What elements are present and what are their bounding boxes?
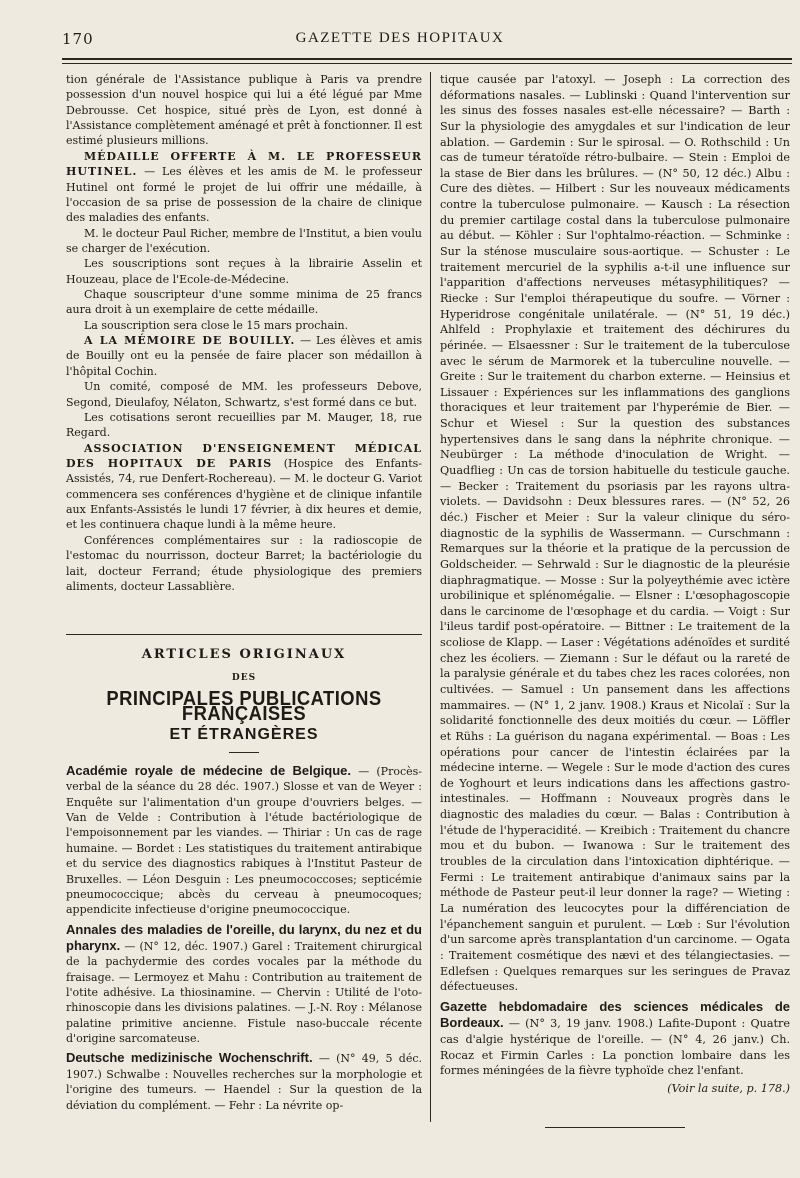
journal-title: Annales des maladies de l'oreille, du larynx, du nez et du pharynx. bbox=[66, 921, 422, 953]
journal-title: Académie royale de médecine de Belgique. bbox=[66, 763, 352, 779]
articles-title: ARTICLES ORIGINAUX bbox=[141, 647, 347, 663]
articles-subtitle: ET ÉTRANGÈRES bbox=[169, 725, 319, 743]
journal-text: — (N° 12, déc. 1907.) Garel : Traitement chirurgical de la pachydermie des cordes vocales par la méthode du fraisage. — Lermoyez et Mahu : Contribution au traitement de l'otite adhésive. La thiosinamine. — Chervin : Utilité de l'oto-rhinoscopie dans les divisions palatines. — J.-N. Roy : Mélanose palatine primitive ancienne. Fistule naso-buccale récente d'origine sarcomateuse. bbox=[66, 939, 422, 1046]
paragraph: tion générale de l'Assistance publique à Paris va prendre possession d'un nouvel hospice qui lui a été légué par Mme Debrousse. Cet hospice, situé près de Lyon, est donné à l'Assistance complètement aménagé et prêt à fonctionner. Il est estimé plusieurs millions. bbox=[66, 73, 422, 148]
paragraph: Chaque souscripteur d'une somme minima de 25 francs aura droit à un exemplaire de cette médaille. bbox=[66, 288, 422, 317]
divider bbox=[229, 752, 259, 753]
right-column bbox=[440, 72, 790, 1128]
journal-entry bbox=[66, 763, 422, 918]
journal-text: — (N° 49, 5 déc. 1907.) Schwalbe : Nouvelles recherches sur la morphologie et l'origine des tumeurs. — Haendel : Sur la question de la déviation du complément. — Fehr : La névrite op- bbox=[66, 1052, 422, 1112]
section-title: MÉDAILLE OFFERTE À M. LE PROFESSEUR HUTINEL. bbox=[66, 149, 422, 179]
journal-entry bbox=[66, 922, 422, 1047]
section-text: (Hospice des Enfants-Assistés, 74, rue Denfert-Rochereau). — M. le docteur G. Variot commencera ses conférences d'hygiène et de clinique infantile aux Enfants-Assistés le lundi 17 février, à dix heures et demie, et les continuera chaque lundi à la même heure. bbox=[66, 456, 422, 532]
end-rule bbox=[545, 1127, 685, 1128]
paragraph: La souscription sera close le 15 mars prochain. bbox=[84, 318, 349, 332]
articles-heading bbox=[66, 634, 422, 753]
section-title: ASSOCIATION D'ENSEIGNEMENT MÉDICAL DES HOPITAUX DE PARIS bbox=[66, 441, 422, 470]
section-title: A LA MÉMOIRE DE BOUILLY. bbox=[84, 334, 296, 348]
paragraph: Les souscriptions sont reçues à la librairie Asselin et Houzeau, place de l'Ecole-de-Médecine. bbox=[66, 257, 422, 286]
paragraph: Conférences complémentaires sur : la radioscopie de l'estomac du nourrisson, docteur Barret; la bactériologie du lait, docteur Ferrand; étude physiologique des premiers aliments, docteur Lassablière. bbox=[66, 533, 422, 593]
running-head: GAZETTE DES HOPITAUX bbox=[295, 30, 505, 46]
journal-text: — (N° 3, 19 janv. 1908.) Lafite-Dupont : Quatre cas d'algie hystérique de l'oreille. — (N° 4, 26 janv.) Ch. Rocaz et Firmin Carles : La ponction lombaire dans les formes méningées de la fièvre typhoïde chez l'enfant. bbox=[440, 1017, 790, 1078]
journal-entry bbox=[440, 999, 790, 1079]
section-text: — Les élèves et amis de Bouilly ont eu la pensée de faire placer son médaillon à l'hôpital Cochin. bbox=[66, 334, 422, 378]
section-text: — Les élèves et les amis de M. le professeur Hutinel ont formé le projet de lui offrir une médaille, à l'occasion de sa prise de possession de la chaire de clinique des maladies des enfants. bbox=[66, 165, 422, 225]
page-number: 170 bbox=[62, 30, 94, 48]
journal-text: tique causée par l'atoxyl. — Joseph : La correction des déformations nasales. — Lublinski : Quand l'intervention sur les sinus des fosses nasales est-elle nécessaire? — Barth : Sur la physiologie des amygdales et sur l'indication de leur ablation. — Gardemin : Sur le spirosal. — O. Rothschild : Un cas de tumeur tératoïde rétro-bulbaire. — Stein : Emploi de la stase de Bier dans les brûlures. — (N° 50, 12 déc.) Albu : Cure des diètes. — Hilbert : Sur les nouveaux médicaments contre la tuberculose pulmonaire. — Kausch : La résection du premier cartilage costal dans la tuberculose pulmonaire au début. — Köhler : Sur l'ophtalmo-réaction. — Schminke : Sur la sténose musculaire sous-aortique. — Schuster : Le traitement mercuriel de la syphilis a-t-il une influence sur l'apparition d'affections nerveuses métasyphilitiques? — Riecke : Sur l'emploi thérapeutique du soufre. — Vörner : Hyperidrose congénitale unilatérale. — (N° 51, 19 déc.) Ahlfeld : Prophylaxie et traitement des déchirures du périnée. — Elsaessner : Sur le traitement de la tuberculose avec le sérum de Marmorek et la tuberculine nouvelle. — Greite : Sur le traitement du charbon externe. — Heinsius et Lissauer : Expériences sur les inflammations des ganglions thoraciques et leur traitement par l'hyperémie de Bier. — Schur et Wiesel : Sur la question des substances hypertensives dans le sang dans la néphrite chronique. — Neubürger : La méthode d'inoculation de Wright. — Quadflieg : Un cas de torsion habituelle du testicule gauche. — Becker : Traitement du psoriasis par les rayons ultra-violets. — Davidsohn : Deux blessures rares. — (N° 52, 26 déc.) Fischer et Meier : Sur la valeur clinique du séro-diagnostic de la syphilis de Wassermann. — Curschmann : Remarques sur la théorie et la pratique de la percussion de Goldscheider. — Sehrwald : Sur le diagnostic de la pleurésie diaphragmatique. — Mosse : Sur la polyeythémie avec ictère urobilinique et splénomégalie. — Elsner : L'œsophagoscopie dans le carcinome de l'œsophage et du cardia. — Voigt : Sur l'ileus tardif post-opératoire. — Bittner : Le traitement de la scoliose de Klapp. — Laser : Végétations adénoïdes et surdité chez les écoliers. — Ziemann : Sur le défaut ou la rareté de la paralysie générale et du tabes chez les races colorées, non cultivées. — Samuel : Un pansement dans les affections mammaires. — (N° 1, 2 janv. 1908.) Kraus et Nicolaï : Sur la solidarité fonctionnelle des deux moitiés du cœur. — Löffler et Rühs : La guérison du nagana expérimental. — Boas : Les opérations pour cancer de l'intestin éclairées par la médecine interne. — Wegele : Sur le mode d'action des cures de Yoghourt et leurs indications dans les affections gastro-intestinales. — Hoffmann : Nouveaux progrès dans le diagnostic des maladies du cœur. — Balas : Contribution à l'étude de l'hyperacidité. — Kreibich : Traitement du chancre mou et du bubon. — Iwanowa : Sur le traitement des troubles de la circulation dans l'intoxication diphtérique. — Fermi : Le traitement antirabique d'animaux sains par la méthode de Pasteur peut-il leur donner la rage? — Wieting : La numération des leucocytes pour la différenciation de l'épanchement sanguin et purulent. — Lœb : Sur l'évolution d'un sarcome après transplantation d'un carcinome. — Ogata : Traitement cosmétique des nævi et des télangiectasies. — Edlefsen : Quelques remarques sur les seringues de Pravaz défectueuses. bbox=[440, 73, 790, 994]
journal-title: Gazette hebdomadaire des sciences médicales de Bordeaux. bbox=[440, 998, 790, 1031]
news-item bbox=[66, 441, 422, 533]
news-item bbox=[66, 149, 422, 226]
journal-title: Deutsche medizinische Wochenschrift. bbox=[66, 1050, 313, 1066]
news-item bbox=[66, 333, 422, 379]
column-divider bbox=[430, 72, 431, 1122]
header-rule-thin bbox=[62, 63, 792, 64]
articles-des: DES bbox=[231, 672, 257, 683]
paragraph: Un comité, composé de MM. les professeurs Debove, Segond, Dieulafoy, Nélaton, Schwartz, s'est formé dans ce but. bbox=[66, 380, 422, 409]
continued-note: (Voir la suite, p. 178.) bbox=[667, 1082, 790, 1095]
header-rule bbox=[62, 58, 792, 60]
left-column bbox=[66, 72, 422, 1113]
articles-main-title: PRINCIPALES PUBLICATIONS FRANÇAISES bbox=[106, 687, 382, 726]
journal-entry bbox=[66, 1050, 422, 1112]
journal-text: — (Procès-verbal de la séance du 28 déc. 1907.) Slosse et van de Weyer : Enquête sur l'alimentation d'un groupe d'ouvriers belges. — Van de Velde : Contribution à l'étude bactériologique de l'empoisonnement par les viandes. — Thiriar : Un cas de rage humaine. — Bordet : Les statistiques du traitement antirabique et du service des diagnostics rabiques à l'Institut Pasteur de Bruxelles. — Léon Desguin : Les pneumococcoses; septicémie pneumococcique; abcès du cerveau à pneumocoques; appendicite infectieuse d'origine pneumococcique. bbox=[66, 765, 422, 917]
paragraph: Les cotisations seront recueillies par M. Mauger, 18, rue Regard. bbox=[66, 410, 422, 440]
paragraph: M. le docteur Paul Richer, membre de l'Institut, a bien voulu se charger de l'exécution. bbox=[66, 226, 422, 255]
